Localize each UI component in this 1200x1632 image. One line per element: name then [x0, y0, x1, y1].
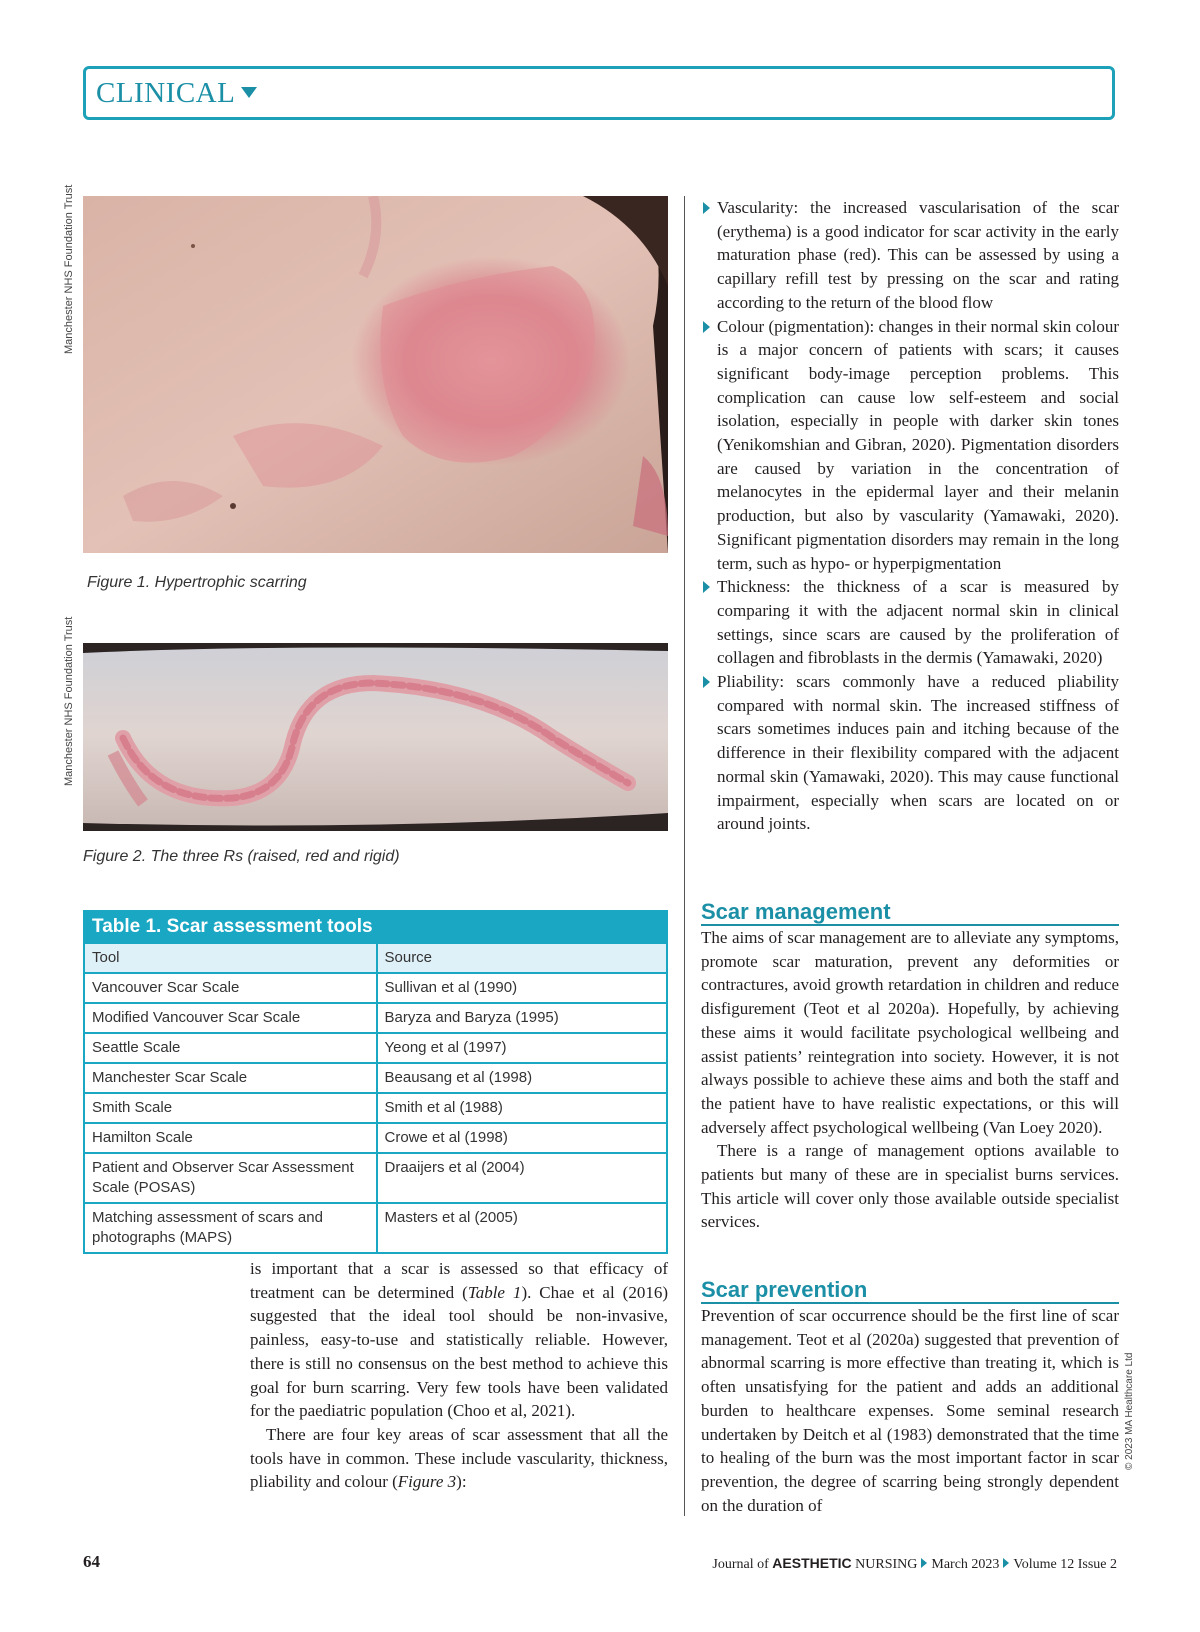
paragraph: There is a range of management options available to patients but many of these are in specialist burns services. This article will cover only those available outside specialist services.: [701, 1141, 1119, 1232]
list-item: Vascularity: the increased vascularisation of the scar (erythema) is a good indicator for scar activity in the early maturation phase (red). This can be assessed by using a capillary refill test by pressing on the scar and rating according to the return of the blood flow: [703, 196, 1119, 315]
table-row: [85, 1092, 666, 1122]
paragraph: There are four key areas of scar assessment that all the tools have in common. These include vascularity, thickness, pliability and colour (Figure 3):: [250, 1424, 668, 1492]
table-row: [85, 1062, 666, 1092]
copyright-notice: © 2023 MA Healthcare Ltd: [1124, 1352, 1135, 1470]
table-cell-source: Baryza and Baryza (1995): [376, 1004, 667, 1032]
table-row: [85, 1032, 666, 1062]
table-cell-tool: Vancouver Scar Scale: [92, 979, 240, 996]
figure-2-caption: Figure 2. The three Rs (raised, red and rigid): [83, 848, 400, 865]
section-label: CLINICAL: [96, 77, 257, 110]
footer-arrow-icon: [1003, 1558, 1009, 1568]
page-number: 64: [83, 1552, 100, 1571]
figure-reference: Figure 3: [397, 1472, 457, 1492]
scar-assessment-table: [83, 910, 668, 1254]
table-cell-tool: Patient and Observer Scar Assessment Scale (POSAS): [92, 1159, 354, 1196]
table-row: [85, 1202, 666, 1252]
figure-1-caption: Figure 1. Hypertrophic scarring: [87, 574, 307, 591]
table-row: [85, 972, 666, 1002]
table-cell-source: Crowe et al (1998): [376, 1124, 667, 1152]
paragraph: Prevention of scar occurrence should be the first line of scar management. Teot et al (2020a) suggested that prevention of abnormal scarring is more effective than treating it, which is often unsatisfying for the patient and adds an additional burden to healthcare expenses. Some seminal research undertaken by Deitch et al (1983) demonstrated that the time to healing of the burn was the most important factor in scar prevention, the degree of scarring being strongly dependent on the duration of: [701, 1306, 1119, 1515]
table-cell-source: Sullivan et al (1990): [376, 974, 667, 1002]
table-cell-tool: Smith Scale: [92, 1099, 173, 1116]
bullet-arrow-icon: [703, 581, 710, 593]
list-item: Pliability: scars commonly have a reduced pliability compared with normal skin. The increased stiffness of scars sometimes induces pain and itching because of the difference in their flexibility compared with the adjacent normal skin (Yamawaki, 2020). This may cause functional impairment, especially when scars are located on or around joints.: [703, 670, 1119, 836]
section-header: [83, 66, 1115, 120]
bullet-arrow-icon: [703, 321, 710, 333]
scar-prevention-heading: Scar prevention: [701, 1278, 1119, 1304]
table-cell-source: Draaijers et al (2004): [376, 1154, 667, 1202]
journal-name-bold: AESTHETIC: [772, 1555, 852, 1571]
photo-credit-fig1: Manchester NHS Foundation Trust: [63, 184, 75, 354]
table-cell-tool: Manchester Scar Scale: [92, 1069, 248, 1086]
table-cell-tool: Hamilton Scale: [92, 1129, 193, 1146]
bullet-arrow-icon: [703, 676, 710, 688]
triangle-down-icon: [241, 87, 257, 98]
scar-prevention-text: [701, 1304, 1119, 1517]
table-row: [85, 1152, 666, 1202]
scar-management-heading: Scar management: [701, 900, 1119, 926]
list-item: Colour (pigmentation): changes in their normal skin colour is a major concern of patients with scars; it causes significant body-image perception problems. This complication can cause low self-esteem and social isolation, especially in people with darker skin tones (Yenikomshian and Gibran, 2020). Pigmentation disorders are caused by variation in the concentration of melanocytes in the epidermal layer and their melanin production, but also by vascularity (Yamawaki, 2020). Significant pigmentation disorders may remain in the long term, such as hypo- or hyperpigmentation: [703, 315, 1119, 576]
table-cell-tool: Matching assessment of scars and photographs (MAPS): [92, 1209, 323, 1246]
list-item: Thickness: the thickness of a scar is measured by comparing it with the adjacent normal skin in clinical settings, since scars are caused by the proliferation of collagen and fibroblasts in the dermis (Yamawaki, 2020): [703, 575, 1119, 670]
figure-2-photo: [83, 643, 668, 831]
table-cell-source: Beausang et al (1998): [376, 1064, 667, 1092]
table-row: [85, 1122, 666, 1152]
body-text-left: [250, 1257, 668, 1494]
table-row: [85, 1002, 666, 1032]
table-cell-tool: Modified Vancouver Scar Scale: [92, 1009, 301, 1026]
figure-1-photo: [83, 196, 668, 553]
assessment-bullet-list: [703, 196, 1119, 836]
journal-footer: Journal of AESTHETIC NURSING March 2023 Volume 12 Issue 2: [712, 1555, 1117, 1572]
footer-arrow-icon: [921, 1558, 927, 1568]
table-header-cell: Source: [376, 944, 667, 972]
volume-issue: Volume 12 Issue 2: [1013, 1557, 1117, 1572]
bullet-arrow-icon: [703, 202, 710, 214]
issue-date: March 2023: [931, 1557, 1000, 1572]
table-title: Table 1. Scar assessment tools: [85, 912, 666, 942]
column-divider: [684, 196, 685, 1516]
table-cell-source: Smith et al (1988): [376, 1094, 667, 1122]
table-header-cell: Tool: [92, 949, 120, 966]
table-cell-source: Masters et al (2005): [376, 1204, 667, 1252]
paragraph: is important that a scar is assessed so that efficacy of treatment can be determined (Table 1). Chae et al (2016) suggested that the ideal tool should be non-invasive, painless, easy-to-use and statistically reliable. However, there is still no consensus on the best method to achieve this goal for burn scarring. Very few tools have been validated for the paediatric population (Choo et al, 2021).: [250, 1259, 668, 1421]
table-reference: Table 1: [467, 1282, 522, 1302]
scar-management-text: [701, 926, 1119, 1234]
paragraph: The aims of scar management are to alleviate any symptoms, promote scar maturation, prevent any deformities or contractures, avoid growth retardation in children and reduce disfigurement (Teot et al 2020a). Hopefully, by achieving these aims it would facilitate psychological wellbeing and assist patients’ reintegration into society. However, it is not always possible to achieve these aims and both the staff and the patient have to have realistic expectations, or this will adversely affect psychological wellbeing (Van Loey 2020).: [701, 928, 1119, 1137]
photo-credit-fig2: Manchester NHS Foundation Trust: [63, 616, 75, 786]
table-header-row: [85, 942, 666, 972]
table-cell-source: Yeong et al (1997): [376, 1034, 667, 1062]
table-cell-tool: Seattle Scale: [92, 1039, 181, 1056]
